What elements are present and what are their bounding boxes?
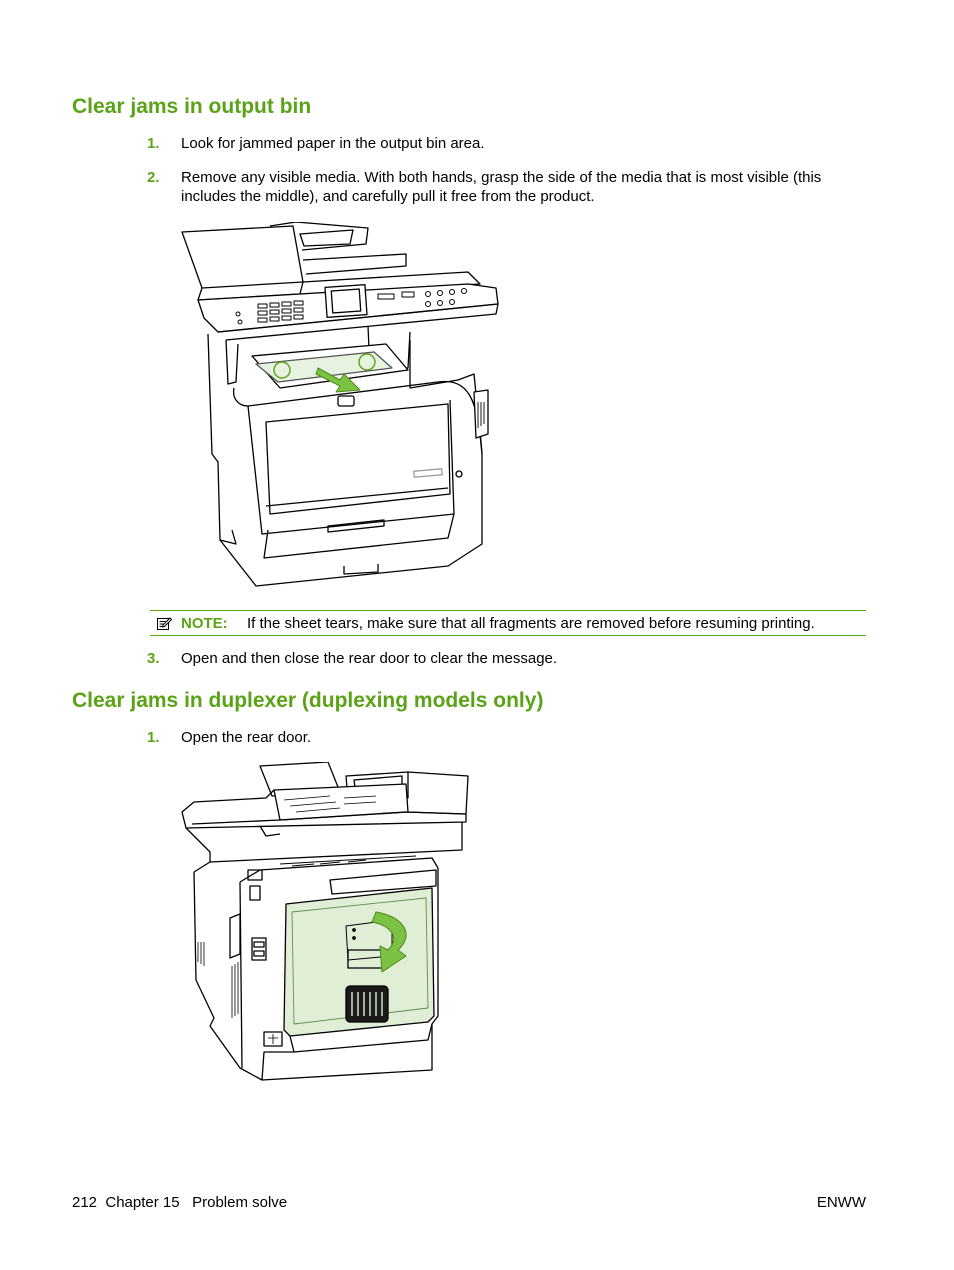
section-heading-duplexer: Clear jams in duplexer (duplexing models only) (72, 689, 544, 712)
chapter-title: Problem solve (192, 1194, 288, 1211)
step-text: Open and then close the rear door to clear the message. (181, 650, 558, 667)
step-text: Remove any visible media. With both hands, grasp the side of the media that is most visible (this includes the middle), and carefully pull it free from the product. (181, 169, 822, 205)
printer-front-illustration (178, 222, 500, 590)
note-box (150, 610, 866, 636)
step-text: Open the rear door. (181, 729, 312, 746)
footer-left (72, 1193, 287, 1212)
step-number: 1. (147, 135, 160, 152)
step-number: 1. (147, 729, 160, 746)
step-text: Look for jammed paper in the output bin area. (181, 135, 485, 152)
section-heading-output-bin: Clear jams in output bin (72, 95, 312, 118)
step-number: 3. (147, 650, 160, 667)
printer-rear-illustration (180, 762, 470, 1084)
chapter-label: Chapter 15 (105, 1194, 180, 1211)
step-number: 2. (147, 169, 160, 186)
footer-right: ENWW (816, 1194, 866, 1211)
note-text: If the sheet tears, make sure that all fragments are removed before resuming printing. (247, 615, 815, 632)
note-pencil-icon (156, 615, 172, 631)
page-number: 212 (72, 1194, 98, 1211)
note-label: NOTE: (181, 615, 228, 632)
